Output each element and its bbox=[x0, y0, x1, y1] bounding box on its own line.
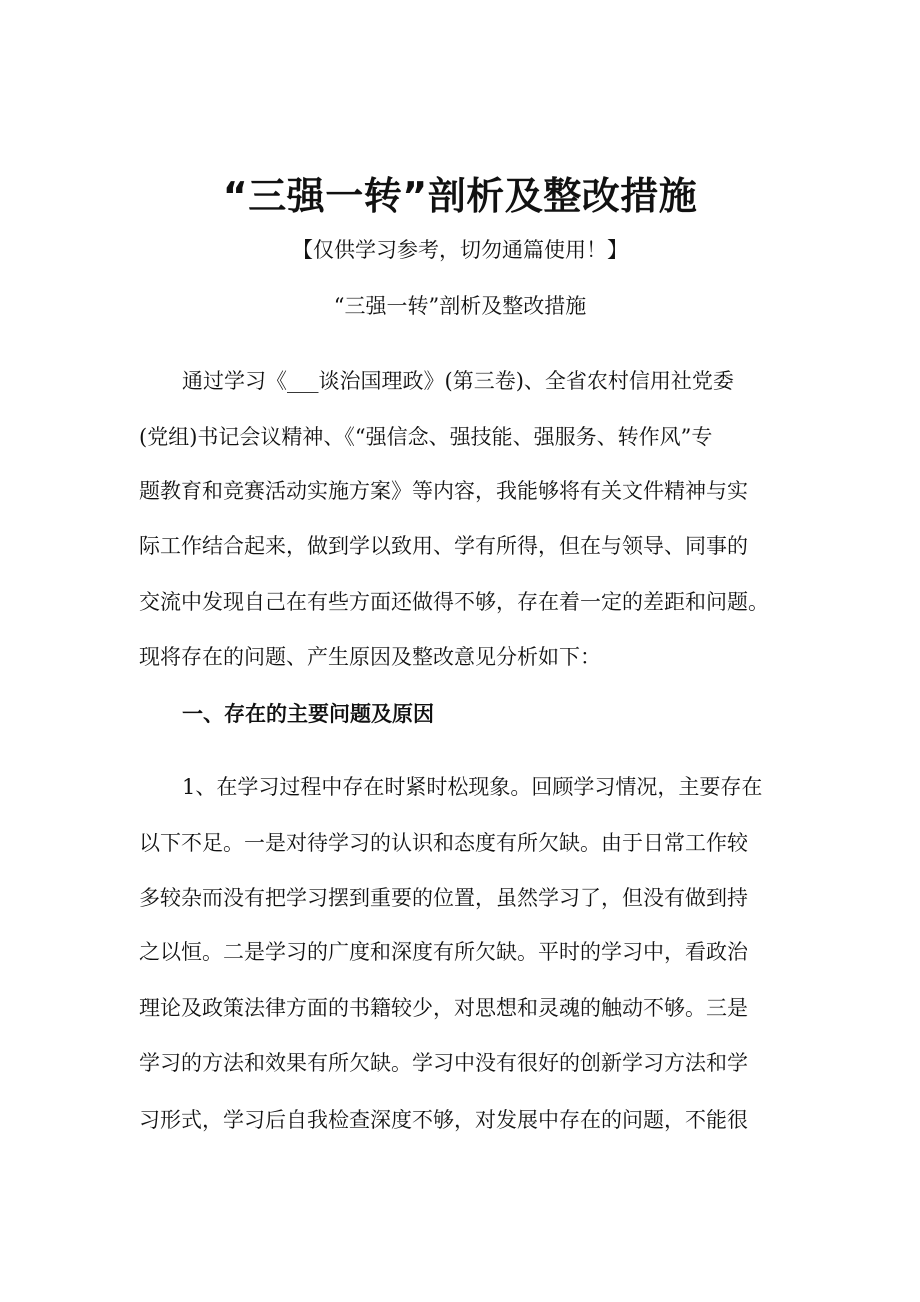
usage-notice: 【仅供学习参考，切勿通篇使用！】 bbox=[292, 238, 628, 262]
paragraph-line: 题教育和竞赛活动实施方案》等内容，我能够将有关文件精神与实 bbox=[139, 479, 748, 503]
document-subtitle: “三强一转”剖析及整改措施 bbox=[333, 294, 587, 318]
document-title: “三强一转”剖析及整改措施 bbox=[222, 174, 698, 218]
paragraph-line: 多较杂而没有把学习摆到重要的位置，虽然学习了，但没有做到持 bbox=[139, 886, 748, 910]
paragraph-line: 学习的方法和效果有所欠缺。学习中没有很好的创新学习方法和学 bbox=[139, 1051, 748, 1075]
paragraph-line: 交流中发现自己在有些方面还做得不够，存在着一定的差距和问题。 bbox=[139, 590, 769, 614]
paragraph-line: 际工作结合起来，做到学以致用、学有所得，但在与领导、同事的 bbox=[139, 534, 748, 558]
paragraph-line: 1、在学习过程中存在时紧时松现象。回顾学习情况，主要存在 bbox=[182, 775, 763, 799]
section-heading: 一、存在的主要问题及原因 bbox=[182, 702, 434, 726]
paragraph-line: 理论及政策法律方面的书籍较少，对思想和灵魂的触动不够。三是 bbox=[139, 996, 748, 1020]
paragraph-line: 以下不足。一是对待学习的认识和态度有所欠缺。由于日常工作较 bbox=[139, 831, 748, 855]
paragraph-line: 习形式，学习后自我检查深度不够，对发展中存在的问题，不能很 bbox=[139, 1108, 748, 1132]
paragraph-line: 现将存在的问题、产生原因及整改意见分析如下： bbox=[139, 645, 601, 669]
paragraph-line: 通过学习《___谈治国理政》(第三卷)、全省农村信用社党委 bbox=[182, 369, 734, 393]
paragraph-line: 之以恒。二是学习的广度和深度有所欠缺。平时的学习中，看政治 bbox=[139, 940, 748, 964]
paragraph-line: (党组)书记会议精神、《“强信念、强技能、强服务、转作风”专 bbox=[139, 425, 713, 449]
